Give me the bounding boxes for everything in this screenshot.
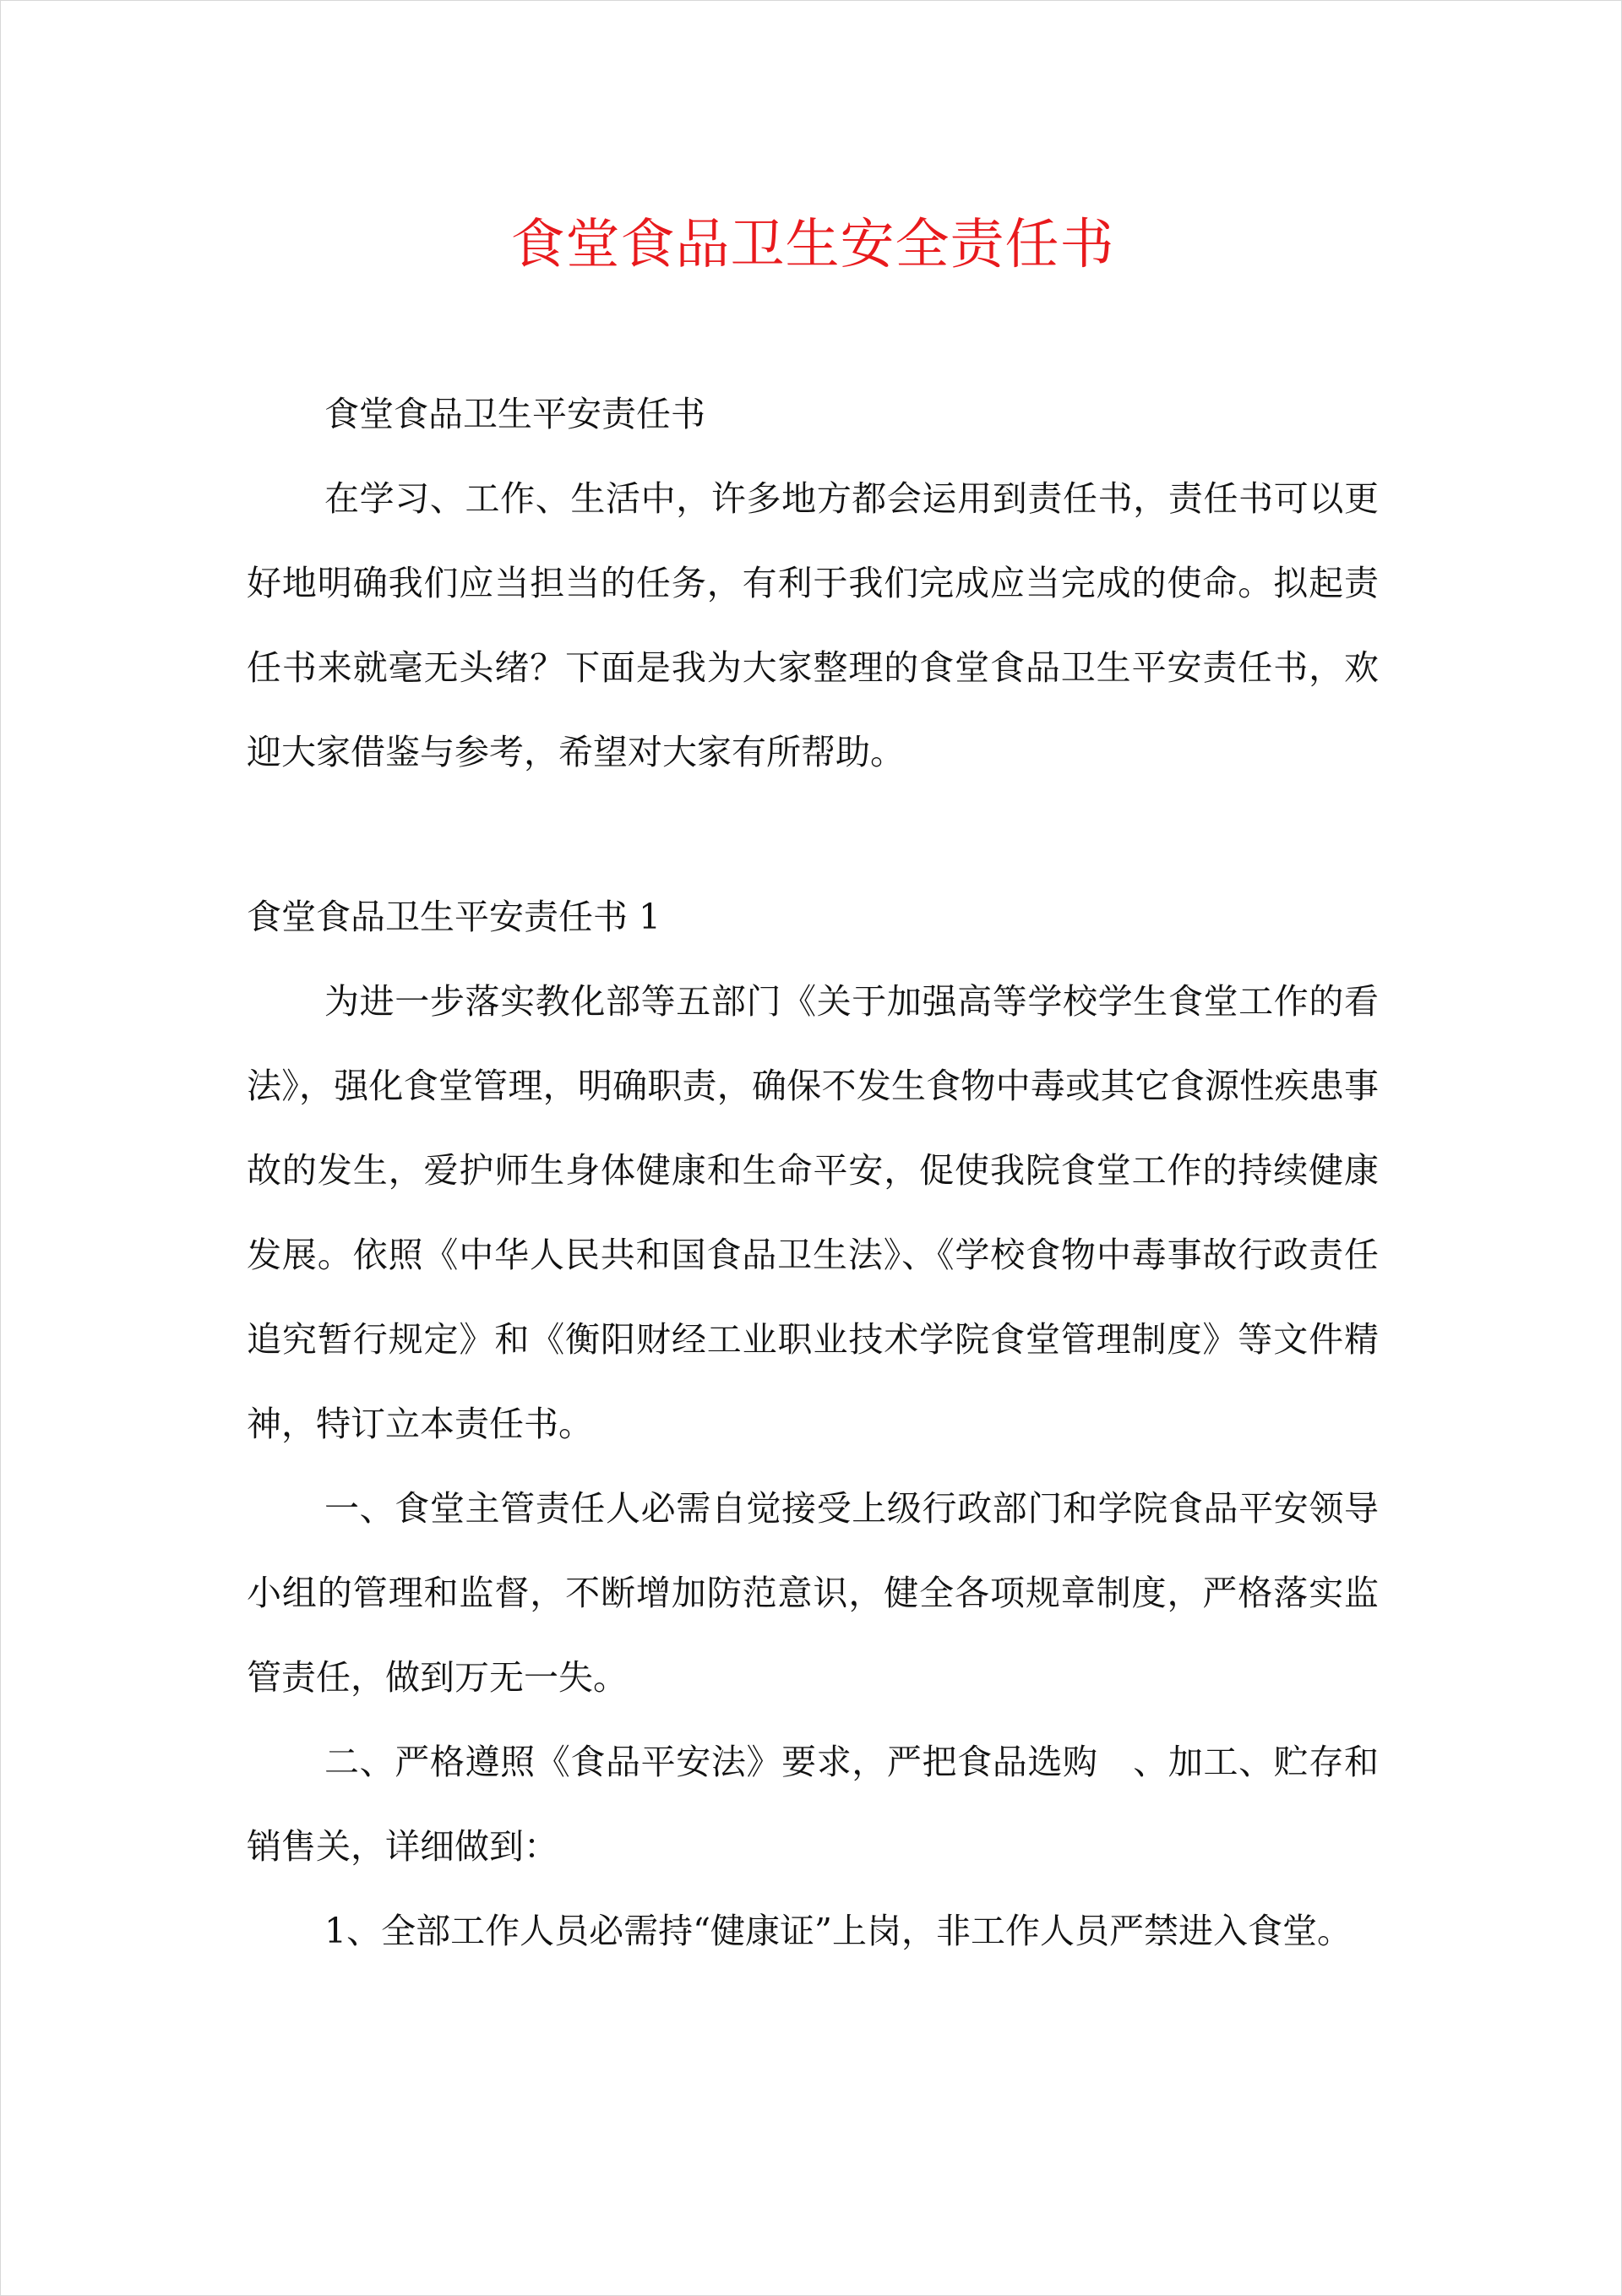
intro-paragraph: 在学习、工作、生活中，许多地方都会运用到责任书，责任书可以更好地明确我们应当担当的任务，有利于我们完成应当完成的使命。拟起责任书来就毫无头绪？下面是我为大家整理的食堂食品卫生平安责任书，欢迎大家借鉴与参考，希望对大家有所帮助。 xyxy=(247,478,1379,772)
body-paragraph-3: 二、严格遵照《食品平安法》要求，严把食品选购 、加工、贮存和销售关，详细做到： xyxy=(247,1742,1379,1867)
section-heading: 食堂食品卫生平安责任书 1 xyxy=(247,897,661,937)
body-paragraph-2: 一、食堂主管责任人必需自觉接受上级行政部门和学院食品平安领导小组的管理和监督，不断增加防范意识，健全各项规章制度，严格落实监管责任，做到万无一失。 xyxy=(247,1488,1379,1698)
document-subtitle: 食堂食品卫生平安责任书 xyxy=(324,394,705,434)
body-paragraph-4: 1、全部工作人员必需持“健康证”上岗，非工作人员严禁进入食堂。 xyxy=(324,1911,1353,1951)
section-gap xyxy=(247,794,1379,875)
body-paragraph-1: 为进一步落实教化部等五部门《关于加强高等学校学生食堂工作的看法》，强化食堂管理，明确职责，确保不发生食物中毒或其它食源性疾患事故的发生，爱护师生身体健康和生命平安，促使我院食堂工作的持续健康发展。依照《中华人民共和国食品卫生法》、《学校食物中毒事故行政责任追究暂行规定》和《衡阳财经工业职业技术学院食堂管理制度》等文件精神，特订立本责任书。 xyxy=(247,981,1379,1444)
document-title: 食堂食品卫生安全责任书 xyxy=(510,214,1115,276)
document-body xyxy=(247,211,1379,1973)
